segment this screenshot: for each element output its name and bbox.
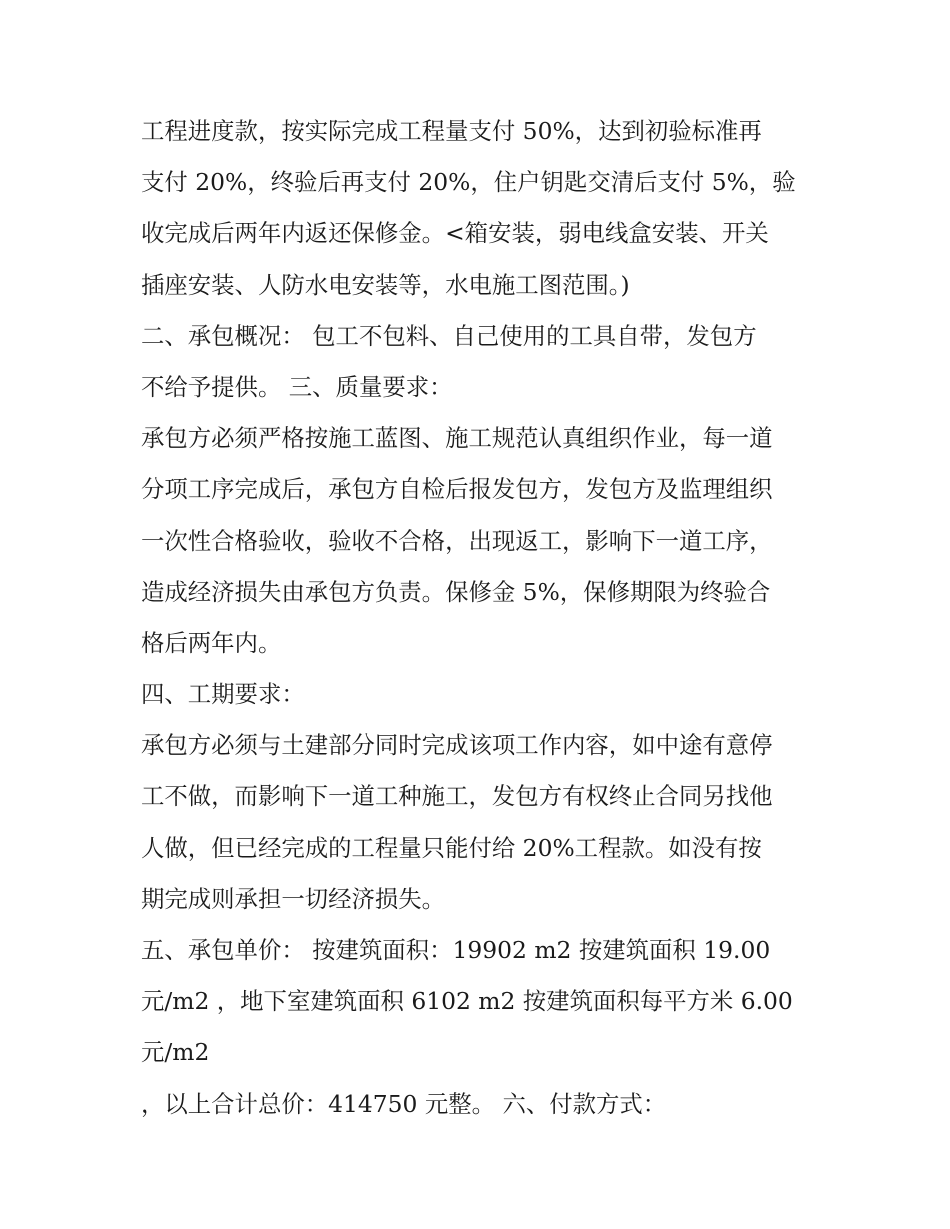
- section-heading-line: 五、承包单价： 按建筑面积：19902 m2 按建筑面积 19.00: [141, 936, 771, 964]
- text-line: 工程进度款，按实际完成工程量支付 50%，达到初验标准再: [141, 117, 762, 145]
- section-heading-line: ，以上合计总价：414750 元整。 六、付款方式：: [141, 1089, 667, 1118]
- text-line: 分项工序完成后，承包方自检后报发包方，发包方及监理组织: [141, 475, 773, 504]
- section-heading-line: 不给予提供。 三、质量要求：: [141, 372, 453, 401]
- text-line: 期完成则承担一切经济损失。: [141, 884, 446, 913]
- text-line: 元/m2 ，地下室建筑面积 6102 m2 按建筑面积每平方米 6.00: [141, 987, 793, 1016]
- text-line: 工不做，而影响下一道工种施工，发包方有权终止合同另找他: [141, 782, 773, 811]
- section-heading-line: 四、工期要求：: [141, 680, 305, 709]
- document-body: [141, 106, 821, 1130]
- text-line: 格后两年内。: [141, 628, 282, 657]
- text-line: 收完成后两年内返还保修金。<箱安装，弱电线盒安装、开关: [141, 219, 769, 248]
- text-line: 承包方必须严格按施工蓝图、施工规范认真组织作业，每一道: [141, 424, 773, 453]
- text-line: 承包方必须与土建部分同时完成该项工作内容，如中途有意停: [141, 731, 773, 760]
- text-line: 一次性合格验收，验收不合格，出现返工，影响下一道工序，: [141, 526, 773, 555]
- text-line: 元/m2: [141, 1038, 210, 1067]
- text-line: 支付 20%，终验后再支付 20%，住户钥匙交清后支付 5%，验: [141, 168, 796, 197]
- text-line: 人做，但已经完成的工程量只能付给 20%工程款。如没有按: [141, 833, 762, 862]
- section-heading-line: 二、承包概况： 包工不包料、自己使用的工具自带，发包方: [141, 321, 757, 350]
- text-line: 造成经济损失由承包方负责。保修金 5%，保修期限为终验合: [141, 577, 771, 606]
- text-line: 插座安装、人防水电安装等，水电施工图范围。): [141, 270, 630, 299]
